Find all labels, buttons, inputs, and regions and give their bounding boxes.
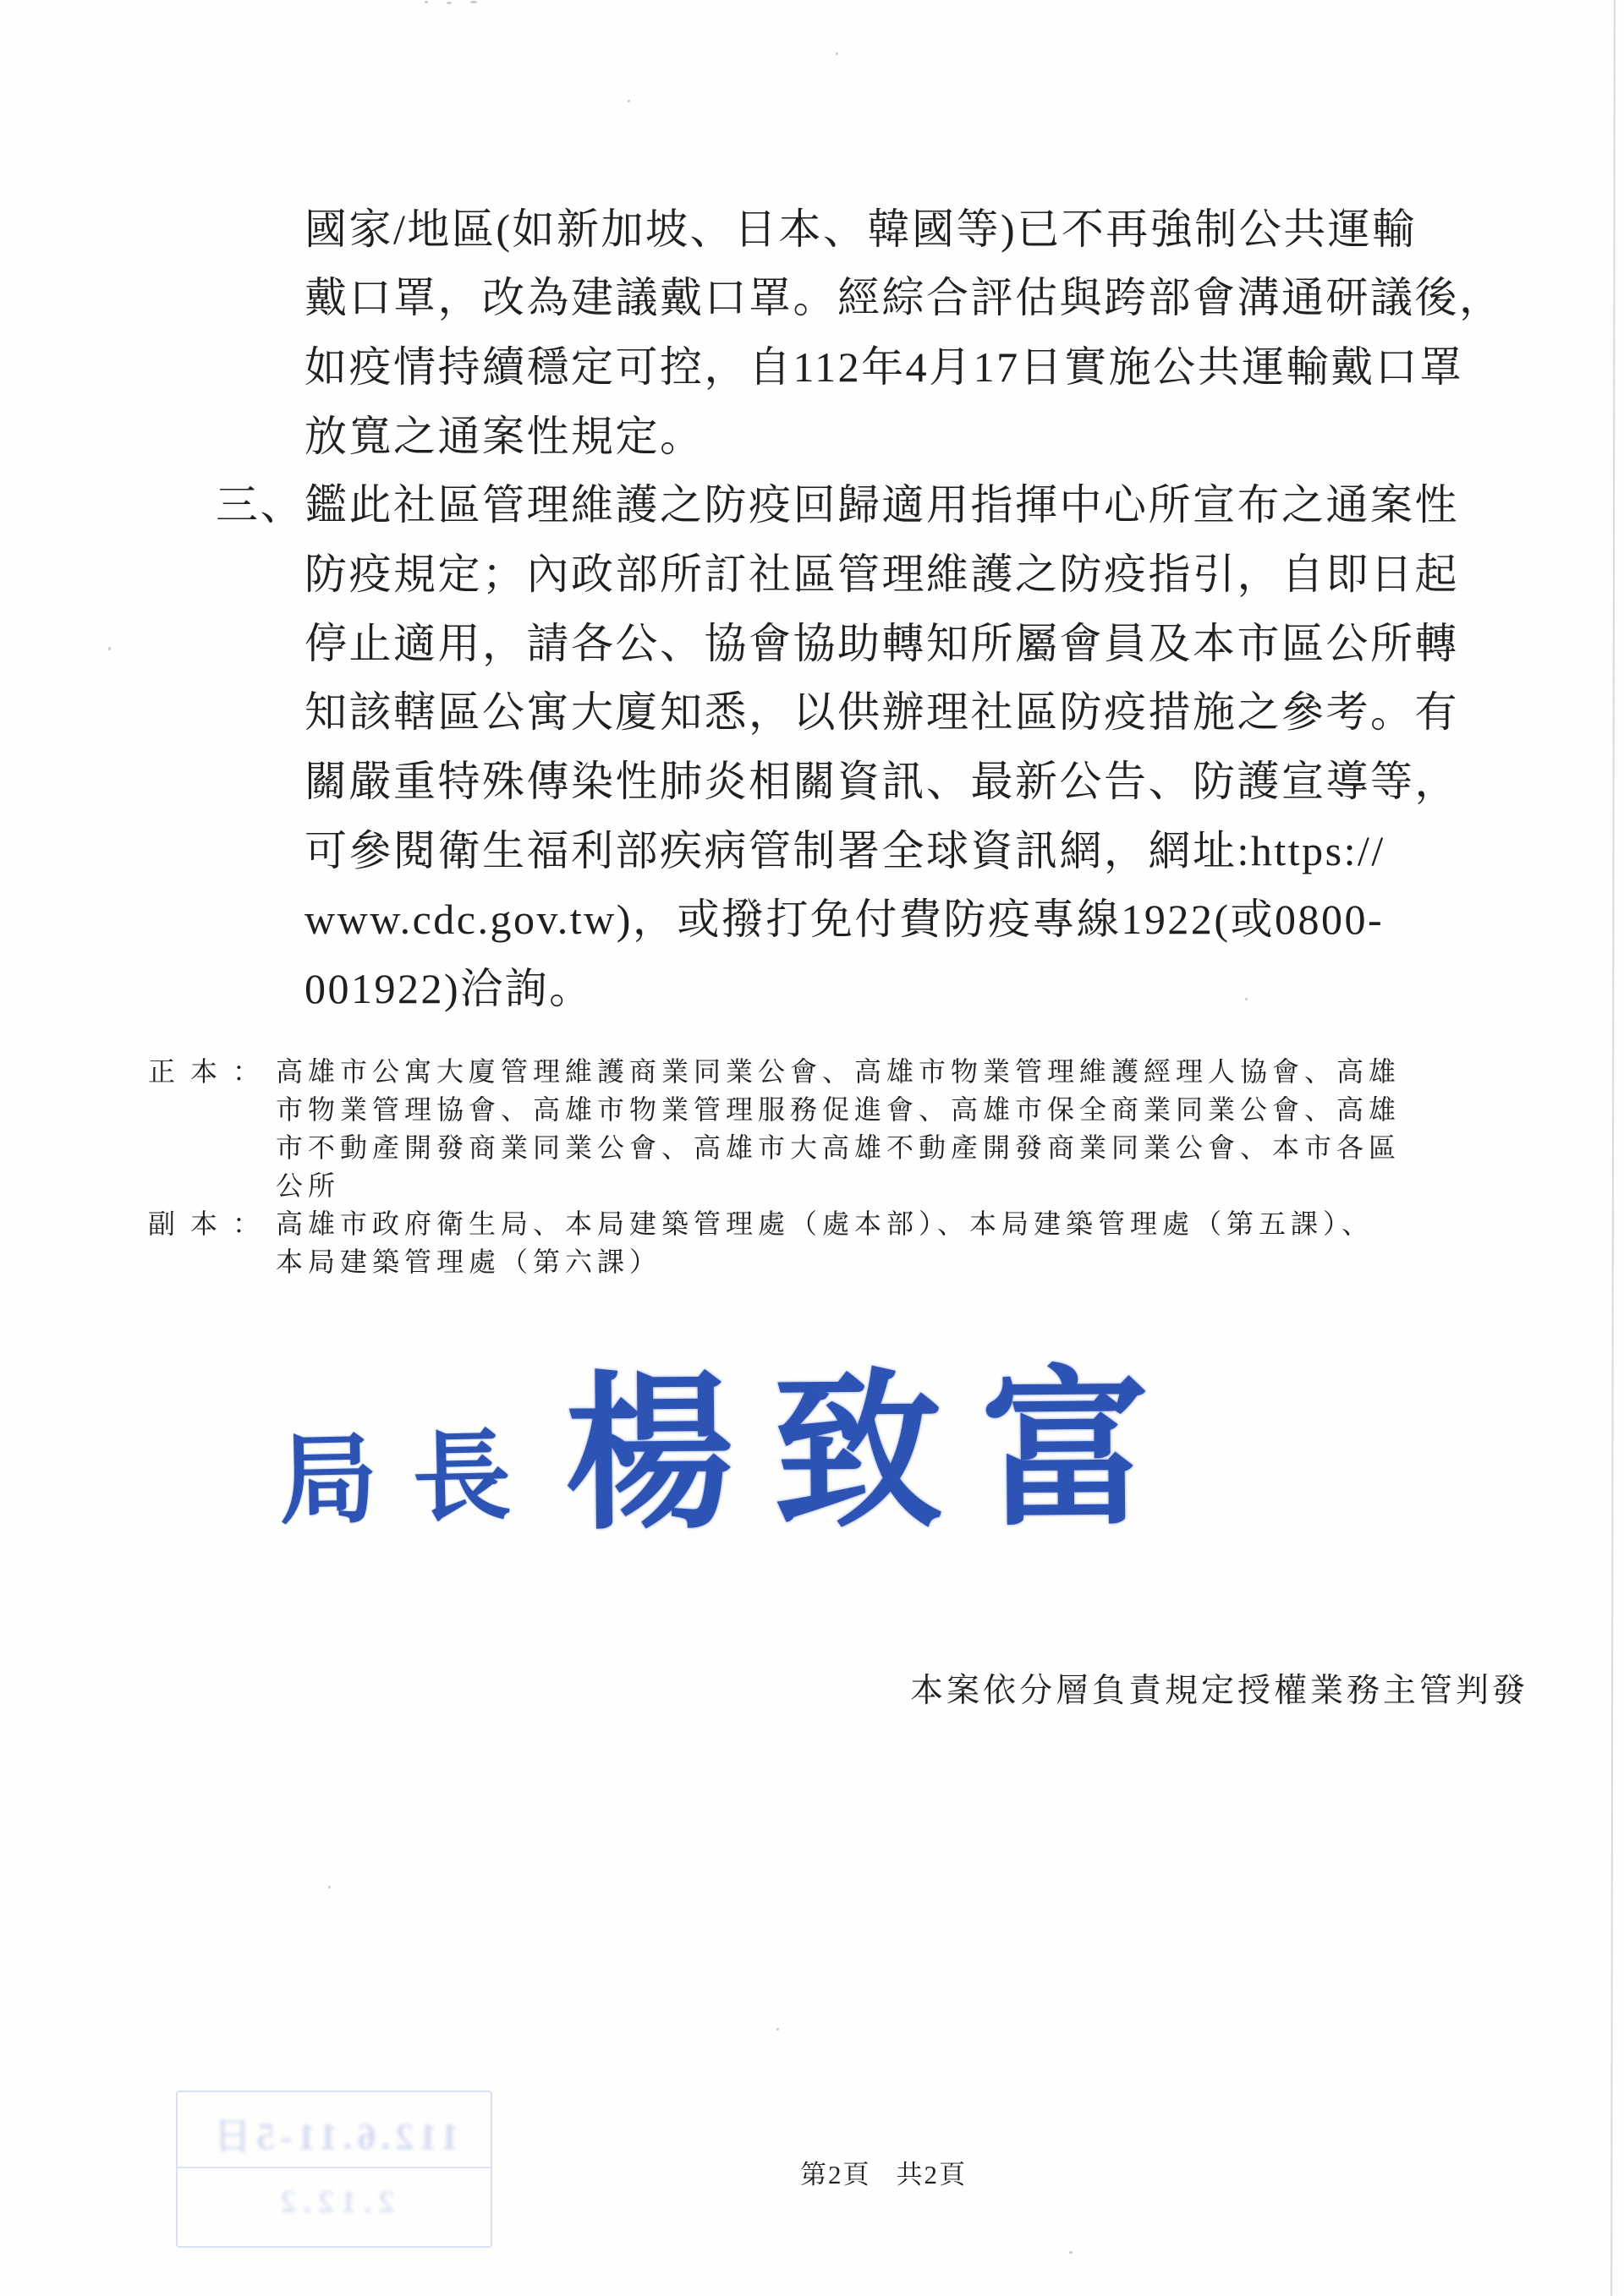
showthrough-stamp-text: 2.12.2: [273, 2184, 395, 2220]
showthrough-stamp-text: 112.6.11-5日: [209, 2116, 459, 2157]
copy-recipients-line: 本局建築管理處（第六課）: [276, 1247, 662, 1277]
body-line: 放寬之通案性規定。: [304, 413, 705, 460]
original-recipients-line: [148, 1058, 1401, 1085]
director-title-stamp: 局長: [277, 1422, 548, 1537]
director-name-signature: 楊致富: [564, 1357, 1190, 1551]
original-recipients-line: 市物業管理協會、高雄市物業管理服務促進會、高雄市保全商業同業公會、高雄: [276, 1094, 1402, 1125]
body-line: 戴口罩，改為建議戴口罩。經綜合評估與跨部會溝通研議後，: [304, 274, 1504, 321]
copy-recipients-text: 高雄市政府衛生局、本局建築管理處（處本部）、本局建築管理處（第五課）、: [276, 1208, 1374, 1239]
authorization-note: 本案依分層負責規定授權業務主管判發: [910, 1673, 1529, 1709]
showthrough-stamp-divider: [178, 2167, 491, 2168]
body-line: 001922)洽詢。: [304, 965, 594, 1012]
body-line: 防疫規定；內政部所訂社區管理維護之防疫指引，自即日起: [304, 551, 1459, 598]
original-recipients-text: 高雄市公寓大廈管理維護商業同業公會、高雄市物業管理維護經理人協會、高雄: [276, 1056, 1402, 1087]
total-pages-label: 共2頁: [896, 2160, 967, 2189]
body-line: 知該轄區公寓大廈知悉，以供辦理社區防疫措施之參考。有: [304, 688, 1459, 736]
paper-speck: [1069, 2251, 1073, 2254]
showthrough-stamp-box: [176, 2091, 492, 2248]
copy-recipients-label: 副本：: [148, 1208, 276, 1239]
paper-speck: [108, 647, 111, 650]
body-line: www.cdc.gov.tw)，或撥打免付費防疫專線1922(或0800-: [304, 896, 1385, 943]
body-line: 關嚴重特殊傳染性肺炎相關資訊、最新公告、防護宣導等，: [304, 758, 1459, 805]
original-recipients-line: 公所: [276, 1170, 341, 1201]
page-number-footer: [800, 2162, 967, 2188]
body-line: 停止適用，請各公、協會協助轉知所屬會員及本市區公所轉: [304, 620, 1459, 667]
paper-speck: [836, 52, 838, 55]
body-line: 國家/地區(如新加坡、日本、韓國等)已不再強制公共運輸: [304, 205, 1417, 253]
paper-speck: [776, 2028, 779, 2030]
current-page-label: 第2頁: [800, 2160, 871, 2189]
paper-speck: [447, 2, 452, 4]
body-line: 可參閱衛生福利部疾病管制署全球資訊網，網址:https://: [304, 827, 1385, 874]
original-recipients-label: 正本：: [148, 1056, 276, 1087]
paper-speck: [1245, 998, 1248, 1000]
paper-speck: [328, 1886, 331, 1888]
original-recipients-line: 市不動產開發商業同業公會、高雄市大高雄不動產開發商業同業公會、本市各區: [276, 1132, 1402, 1163]
body-line-item-three: 三、鑑此社區管理維護之防疫回歸適用指揮中心所宣布之通案性: [216, 481, 1459, 529]
paper-speck: [425, 1, 428, 3]
copy-recipients-line: [148, 1210, 1374, 1237]
body-line: 如疫情持續穩定可控，自112年4月17日實施公共運輸戴口罩: [304, 343, 1464, 391]
paper-speck: [470, 1, 477, 3]
paper-speck: [628, 100, 630, 102]
scanner-artifact-line: [1610, 0, 1616, 2296]
